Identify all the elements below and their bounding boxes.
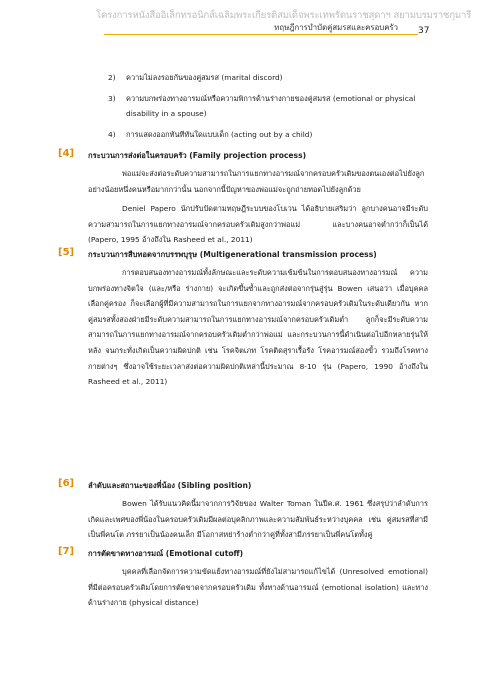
list-item-text: ความบกพร่องทางอารมณ์หรือความพิการด้านร่างกายของคู่สมรส (emotional or physical disability in a spouse) bbox=[126, 93, 416, 119]
paragraph: พ่อแม่จะส่งต่อระดับความสามารถในการแยกทางอารมณ์จากครอบครัวเดิมของตนเองต่อไปยังลูกอย่างน้อยหนึ่งคนหรือมากกว่านั้น นอกจากนี้ปัญหาของพ่อแม่จะถูกถ่ายทอดไปยังลูกด้วย bbox=[88, 169, 425, 194]
page-number: 37 bbox=[418, 26, 430, 36]
list-item-number: 4) bbox=[108, 129, 116, 139]
section-title: กระบวนการส่งต่อในครอบครัว (Family projection process) bbox=[88, 151, 307, 160]
section-number: [5] bbox=[58, 247, 75, 258]
paragraph: บุคคลที่เลือกจัดการความขัดแย้งทางอารมณ์ที่ยังไม่สามารถแก้ไขได้ (Unresolved emotional) ที่มีต่อครอบครัวเดิมโดยการตัดขาดจากครอบครัวเดิม ทั้งทางด้านอารมณ์ (emotional isolation) และทางด้านร่างกาย (physical distance) bbox=[88, 567, 428, 608]
section-number: [4] bbox=[58, 148, 75, 159]
header-divider bbox=[104, 34, 418, 35]
list-item-text: การแสดงออกทันทีทันใดแบบเด็ก (acting out by a child) bbox=[126, 129, 313, 139]
list-item-number: 2) bbox=[108, 73, 116, 82]
paragraph: การตอบสนองทางอารมณ์ทั้งลักษณะและระดับความเข้มข้นในการตอบสนองทางอารมณ์ ความบกพร่องทางจิตใจ (และ/หรือ ร่างกาย) จะเกิดขึ้นซ้ำและถูกส่งต่อจากรุ่นสู่รุ่น Bowen เสนอว่า เมื่อบุคคลเลือกคู่ครอง ก็จะเลือกผู้ที่มีความสามารถในการแยกจากทางอารมณ์จากครอบครัวเดิมในระดับเดียวกัน หากคู่สมรสทั้งสองฝ่ายมีระดับความสามารถในการแยกทางอารมณ์จากครอบครัวเดิมต่ำ ลูกก็จะมีระดับความสามารถในการแยกทางอารมณ์จากครอบครัวเดิมต่ำกว่าพ่อแม่ และกระบวนการนี้ดำเนินต่อไปอีกหลายรุ่นให้หลัง จนกระทั่งเกิดเป็นความผิดปกติ เช่น โรคจิตเภท โรคติดสุราเรื้อรัง โรคอารมณ์สองขั้ว รวมถึงโรคทางกายต่างๆ ซึ่งอาจใช้ระยะเวลาส่งต่อความผิดปกติเหล่านี้ประมาณ 8-10 รุ่น (Papero, 1990 อ้างถึงใน Rasheed et al., 2011) bbox=[88, 268, 428, 387]
list-item bbox=[108, 70, 428, 86]
section-number: [7] bbox=[58, 546, 75, 557]
book-subtitle: ทฤษฎีการบำบัดคู่สมรสและครอบครัว bbox=[274, 23, 398, 32]
section-body bbox=[88, 496, 428, 543]
section-body bbox=[88, 564, 428, 611]
list-item-text: ความไม่ลงรอยกันของคู่สมรส (marital discord) bbox=[126, 73, 283, 82]
section-title: กระบวนการสืบทอดจากบรรพบุรุษ (Multigenerational transmission process) bbox=[88, 250, 377, 259]
numbered-list bbox=[108, 70, 428, 142]
page-header bbox=[0, 0, 480, 44]
section-number: [6] bbox=[58, 478, 75, 489]
list-item-number: 3) bbox=[108, 93, 116, 103]
section-body bbox=[88, 265, 428, 390]
section-title: การตัดขาดทางอารมณ์ (Emotional cutoff) bbox=[88, 549, 244, 558]
paragraph: Deniel Papero นักปรับปัดตามทฤษฎีระบบของโบเวน ได้อธิบายเสริมว่า ลูกบางคนอาจมีระดับความสามารถในการแยกทางอารมณ์จากครอบครัวเดิมสูงกว่าพ่อแม่ และบางคนอาจต่ำกว่าก็เป็นได้ (Papero, 1995 อ้างถึงใน Rasheed et al., 2011) bbox=[88, 204, 428, 245]
section-body bbox=[88, 166, 428, 248]
list-item bbox=[108, 127, 428, 143]
list-item bbox=[108, 91, 428, 122]
book-project-title: โครงการหนังสืออิเล็กทรอนิกส์เฉลิมพระเกียรติสมเด็จพระเทพรัตนราชสุดาฯ สยามบรมราชกุมารี bbox=[96, 10, 472, 21]
paragraph: Bowen ได้รับแนวคิดนี้มาจากการวิจัยของ Walter Toman ในปีค.ศ. 1961 ซึ่งสรุปว่าลำดับการเกิดและเพศของพี่น้องในครอบครัวเดิมมีผลต่อบุคลิกภาพและความสัมพันธ์ระหว่างบุคคล เช่น คู่สมรสที่สามีเป็นพี่คนโต ภรรยาเป็นน้องคนเล็ก มีโอกาสหย่าร้างต่ำกว่าคู่ที่ทั้งสามีภรรยาเป็นพี่คนโตทั้งคู่ bbox=[88, 499, 428, 540]
section-title: ลำดับและสถานะของพี่น้อง (Sibling position) bbox=[88, 481, 252, 490]
